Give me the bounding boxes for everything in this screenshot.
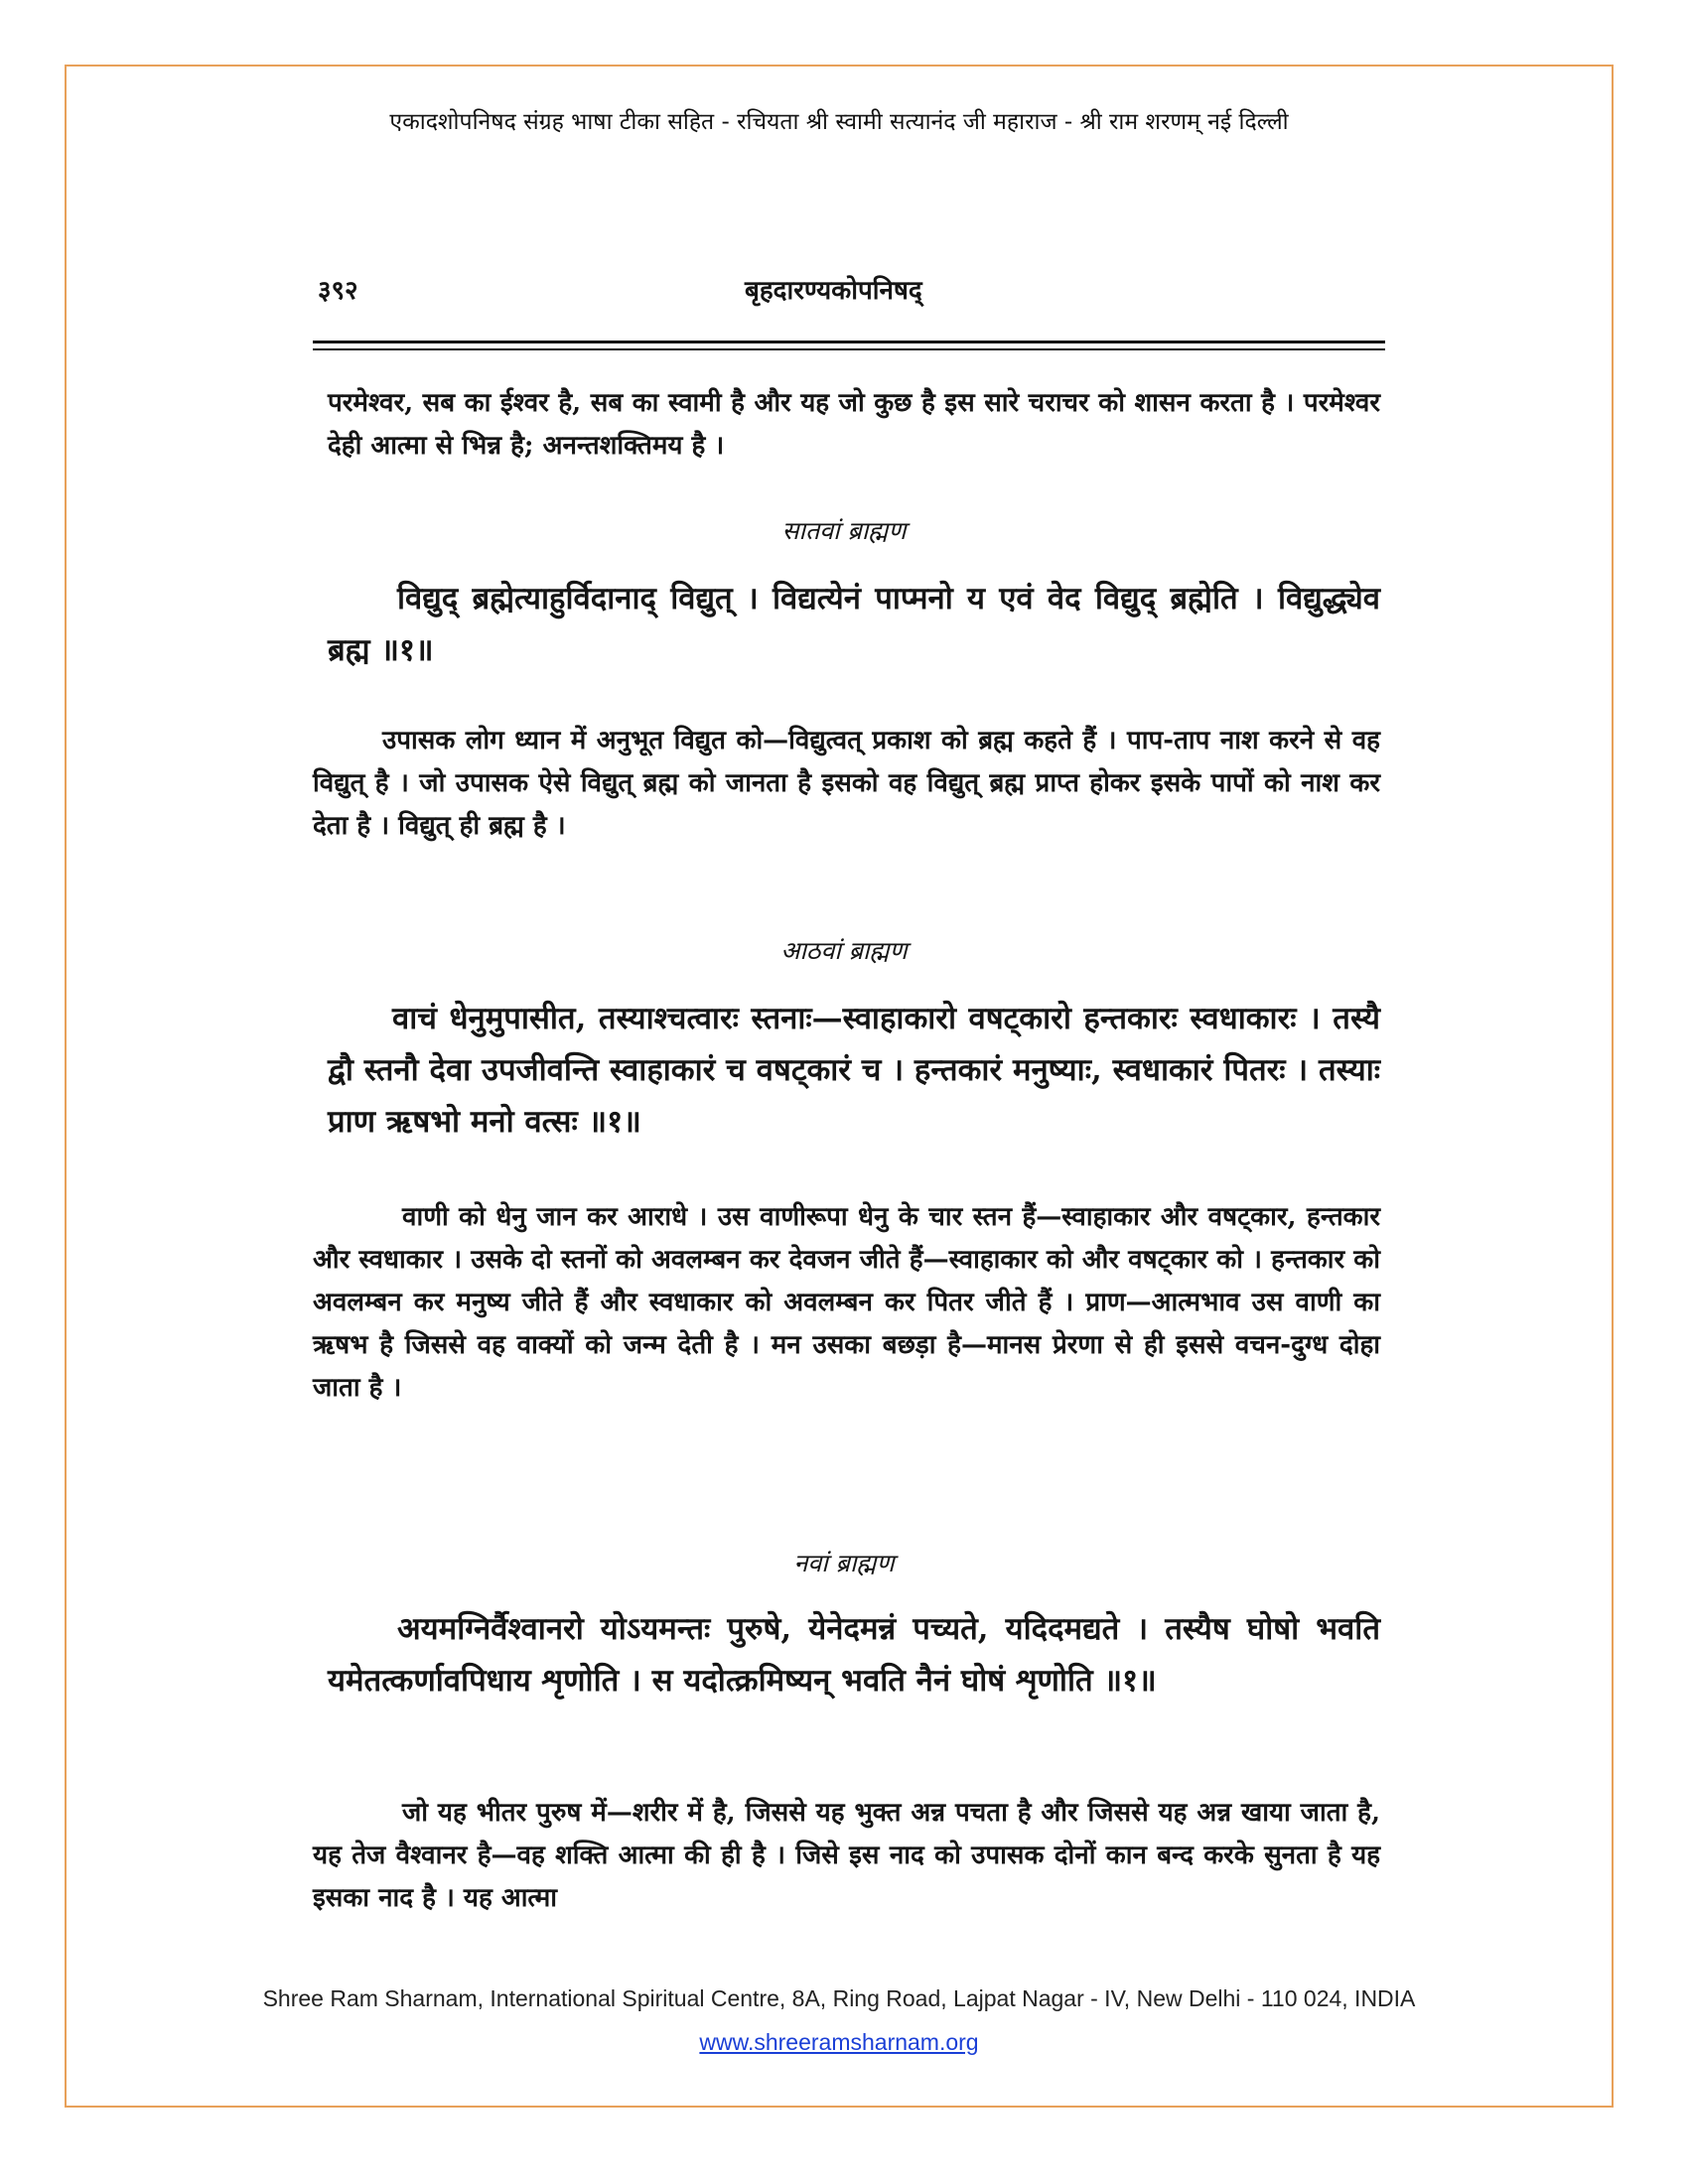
commentary-7-1: उपासक लोग ध्यान में अनुभूत विद्युत को—विद्युत्वत् प्रकाश को ब्रह्म कहते हैं । पाप-ताप नाश करने से वह विद्युत् है । जो उपासक ऐसे विद्युत् ब्रह्म को जानता है इसको वह विद्युत् ब्रह्म प्राप्त होकर इसके पापों को नाश कर देता है । विद्युत् ही ब्रह्म है । bbox=[313, 726, 1380, 841]
scan-running-head bbox=[318, 253, 1380, 306]
section-title-8: आठवां ब्राह्मण bbox=[780, 936, 908, 965]
verse-8-1: वाचं धेनुमुपासीत, तस्याश्चत्वारः स्तनाः—स्वाहाकारो वषट्कारो हन्तकारः स्वधाकारः । तस्यै द्वौ स्तनौ देवा उपजीवन्ति स्वाहाकारं च वषट्कारं च । हन्तकारं मनुष्याः, स्वधाकारं पितरः । तस्याः प्राण ऋषभो मनो वत्सः ॥१॥ bbox=[328, 1001, 1380, 1140]
commentary-9-1: जो यह भीतर पुरुष में—शरीर में है, जिससे यह भुक्त अन्न पचता है और जिससे यह अन्न खाया जाता है, यह तेज वैश्वानर है—वह शक्ति आत्मा की ही है । जिसे इस नाद को उपासक दोनों कान बन्द करके सुनता है यह इसका नाद है । यह आत्मा bbox=[313, 1798, 1380, 1913]
verse-9-1: अयमग्निर्वैश्वानरो योऽयमन्तः पुरुषे, येनेदमन्नं पच्यते, यदिदमद्यते । तस्यैष घोषो भवति यमेतत्कर्णावपिधाय शृणोति । स यदोत्क्रमिष्यन् भवति नैनं घोषं शृणोति ॥१॥ bbox=[328, 1611, 1380, 1699]
header-rule bbox=[313, 341, 1385, 343]
footer-address: Shree Ram Sharnam, International Spiritual Centre, 8A, Ring Road, Lajpat Nagar - IV, New Delhi - 110 024, INDIA bbox=[262, 1985, 1416, 2011]
running-title: बृहदारण्यकोपनिषद् bbox=[745, 276, 922, 306]
footer-website-link[interactable]: www.shreeramsharnam.org bbox=[699, 2029, 979, 2055]
paragraph-intro: परमेश्वर, सब का ईश्वर है, सब का स्वामी है और यह जो कुछ है इस सारे चराचर को शासन करता है । परमेश्वर देही आत्मा से भिन्न है; अनन्तशक्तिमय है । bbox=[328, 388, 1380, 461]
section-title-9: नवां ब्राह्मण bbox=[793, 1549, 895, 1577]
document-header: एकादशोपनिषद संग्रह भाषा टीका सहित - रचियता श्री स्वामी सत्यानंद जी महाराज - श्री राम शरणम् नई दिल्ली bbox=[389, 109, 1289, 135]
commentary-8-1: वाणी को धेनु जान कर आराधे । उस वाणीरूपा धेनु के चार स्तन हैं—स्वाहाकार और वषट्कार, हन्तकार और स्वधाकार । उसके दो स्तनों को अवलम्बन कर देवजन जीते हैं—स्वाहाकार को और वषट्कार को । हन्तकार को अवलम्बन कर मनुष्य जीते हैं और स्वधाकार को अवलम्बन कर पितर जीते हैं । प्राण—आत्मभाव उस वाणी का ऋषभ है जिससे वह वाक्यों को जन्म देती है । मन उसका बछड़ा है—मानस प्रेरणा से ही इससे वचन-दुग्ध दोहा जाता है । bbox=[313, 1202, 1380, 1403]
section-title-7: सातवां ब्राह्मण bbox=[781, 516, 907, 545]
header-rule-thin bbox=[313, 348, 1385, 350]
page-number: ३९२ bbox=[318, 276, 358, 306]
verse-7-1: विद्युद् ब्रह्मेत्याहुर्विदानाद् विद्युत् । विद्यत्येनं पाप्मनो य एवं वेद विद्युद् ब्रह्मेति । विद्युद्ध्येव ब्रह्म ॥१॥ bbox=[328, 581, 1380, 668]
scanned-page bbox=[298, 253, 1390, 1961]
